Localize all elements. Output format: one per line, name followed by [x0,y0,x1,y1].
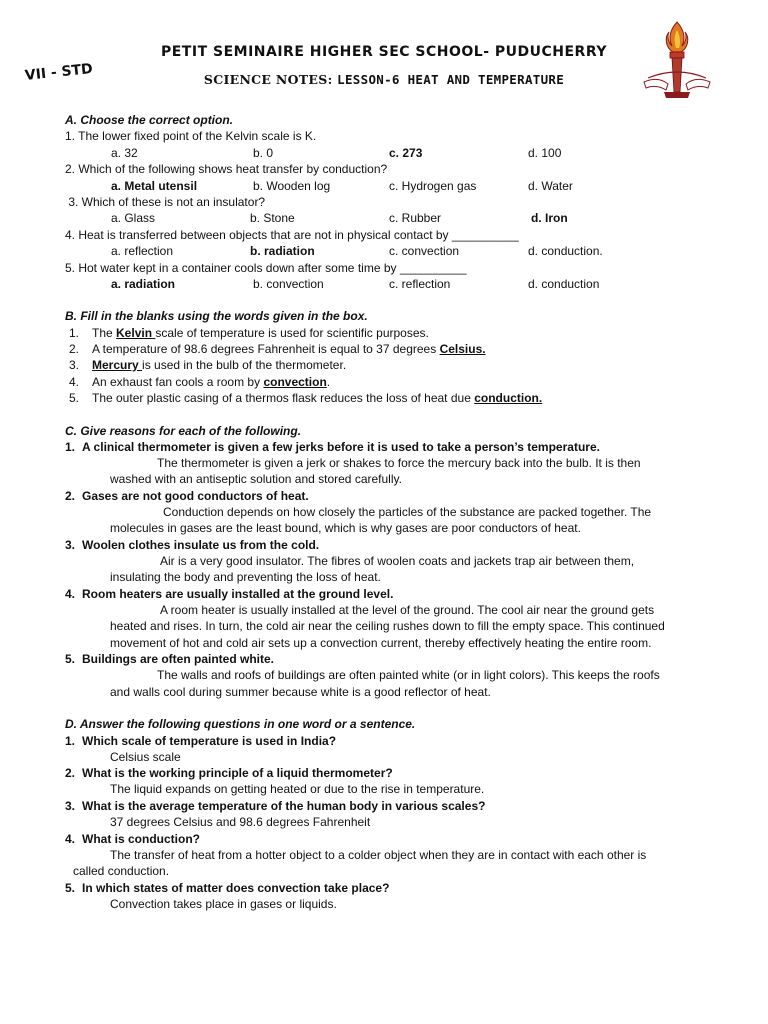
reason-a4-line2: heated and rises. In turn, the cold air near the ceiling rushes down to fill the empty space. This continued [110,619,665,633]
short-a3: 37 degrees Celsius and 98.6 degrees Fahrenheit [110,815,371,829]
short-a5: Convection takes place in gases or liquids. [110,897,337,911]
item-number: 3. [65,799,76,813]
reason-a4-line3: movement of hot and cold air sets up a convection current, thereby effectively heating the entire room. [110,636,652,650]
question-a3: 3. Which of these is not an insulator? [65,195,266,209]
option-a5-d: d. conduction [528,277,600,291]
short-a4-line1: The transfer of heat from a hotter object to a colder object when they are in contact with each other is [110,848,647,862]
option-a1-c-correct: c. 273 [389,146,423,160]
item-text: A temperature of 98.6 degrees Fahrenheit is equal to 37 degrees [92,342,440,356]
option-a3-a: a. Glass [111,211,156,225]
question-a4: 4. Heat is transferred between objects that are not in physical contact by __________ [65,228,519,242]
short-a2: The liquid expands on getting heated or due to the rise in temperature. [110,782,485,796]
option-a1-d: d. 100 [528,146,562,160]
reason-a3-line2: insulating the body and preventing the loss of heat. [110,570,381,584]
option-a5-a-correct: a. radiation [111,277,176,291]
short-q5 [65,881,390,896]
item-text: The outer plastic casing of a thermos flask reduces the loss of heat due [92,391,475,405]
section-c-heading: C. Give reasons for each of the following. [65,424,302,438]
reason-a3-line1: Air is a very good insulator. The fibres of woolen coats and jackets trap air between them, [160,554,635,568]
reason-a1-line1: The thermometer is given a jerk or shakes to force the mercury back into the bulb. It is then [157,456,641,470]
short-a4-line2: called conduction. [73,864,170,878]
section-b-heading: B. Fill in the blanks using the words given in the box. [65,309,368,323]
answer-word: Celsius. [439,342,486,356]
grade-label: VII - STD [24,60,94,84]
fill-item-4 [69,375,331,390]
subtitle-lesson: LESSON-6 HEAT AND TEMPERATURE [337,72,565,87]
option-a4-b-correct: b. radiation [250,244,315,258]
item-number: 1. [65,440,76,454]
reason-q5 [65,652,275,667]
item-number: 4. [65,587,76,601]
item-number: 3. [69,358,80,372]
short-a1: Celsius scale [110,750,181,764]
item-text: The [92,326,117,340]
question-a2: 2. Which of the following shows heat transfer by conduction? [65,162,388,176]
item-number: 4. [65,832,76,846]
section-d-heading: D. Answer the following questions in one word or a sentence. [65,717,416,731]
short-q1 [65,734,337,749]
answer-word: Mercury [92,358,143,372]
reason-a2-line2: molecules in gases are the least bound, which is why gases are poor conductors of heat. [110,521,581,535]
subtitle-label: SCIENCE NOTES: [203,72,333,87]
option-a1-b: b. 0 [253,146,274,160]
option-a4-d: d. conduction. [528,244,603,258]
item-number: 1. [65,734,76,748]
question-text: What is the average temperature of the human body in various scales? [82,799,486,813]
reason-a2-line1: Conduction depends on how closely the particles of the substance are packed together. The [163,505,652,519]
answer-word: Kelvin [116,326,156,340]
fill-item-2 [69,342,486,357]
option-a5-c: c. reflection [389,277,451,291]
item-number: 5. [65,881,76,895]
question-text: A clinical thermometer is given a few jerks before it is used to take a person’s temperature. [82,440,600,454]
option-a2-a-correct: a. Metal utensil [111,179,198,193]
item-number: 5. [65,652,76,666]
reason-q4 [65,587,394,602]
option-a2-c: c. Hydrogen gas [389,179,477,193]
option-a2-b: b. Wooden log [253,179,331,193]
option-a2-d: d. Water [528,179,573,193]
reason-a5-line1: The walls and roofs of buildings are often painted white (or in light colors). This keeps the roofs [157,668,660,682]
option-a4-c: c. convection [389,244,460,258]
answer-word: convection [263,375,327,389]
item-number: 2. [65,489,76,503]
item-text: is used in the bulb of the thermometer. [142,358,347,372]
reason-a1-line2: washed with an antiseptic solution and stored carefully. [110,472,402,486]
question-text: What is conduction? [82,832,200,846]
reason-a5-line2: and walls cool during summer because white is a good reflector of heat. [110,685,491,699]
option-a3-c: c. Rubber [389,211,442,225]
option-a3-b: b. Stone [250,211,295,225]
school-name: PETIT SEMINAIRE HIGHER SEC SCHOOL- PUDUCHERRY [160,44,607,60]
fill-item-3 [69,358,347,373]
item-text: An exhaust fan cools a room by [92,375,264,389]
item-text: scale of temperature is used for scientific purposes. [155,326,429,340]
short-q4 [65,832,200,847]
question-text: What is the working principle of a liquid thermometer? [82,766,393,780]
item-number: 4. [69,375,80,389]
option-a3-d-correct: d. Iron [531,211,568,225]
section-a-heading: A. Choose the correct option. [65,113,234,127]
item-number: 1. [69,326,80,340]
item-number: 3. [65,538,76,552]
option-a5-b: b. convection [253,277,324,291]
item-text: . [326,375,331,389]
short-q3 [65,799,486,814]
torch-emblem-icon [638,18,716,104]
question-text: In which states of matter does convection take place? [82,881,390,895]
reason-q1 [65,440,600,455]
question-text: Buildings are often painted white. [82,652,275,666]
question-text: Room heaters are usually installed at the ground level. [82,587,394,601]
reason-a4-line1: A room heater is usually installed at the level of the ground. The cool air near the ground gets [160,603,655,617]
item-number: 2. [65,766,76,780]
reason-q2 [65,489,309,504]
option-a4-a: a. reflection [111,244,174,258]
item-number: 5. [69,391,80,405]
question-a5: 5. Hot water kept in a container cools down after some time by __________ [65,261,467,275]
fill-item-1 [69,326,429,341]
answer-word: conduction. [474,391,543,405]
question-a1: 1. The lower fixed point of the Kelvin scale is K. [65,129,317,143]
reason-q3 [65,538,320,553]
question-text: Which scale of temperature is used in India? [82,734,337,748]
fill-item-5 [69,391,543,406]
question-text: Woolen clothes insulate us from the cold. [82,538,320,552]
option-a1-a: a. 32 [111,146,138,160]
question-text: Gases are not good conductors of heat. [82,489,309,503]
item-number: 2. [69,342,80,356]
short-q2 [65,766,393,781]
